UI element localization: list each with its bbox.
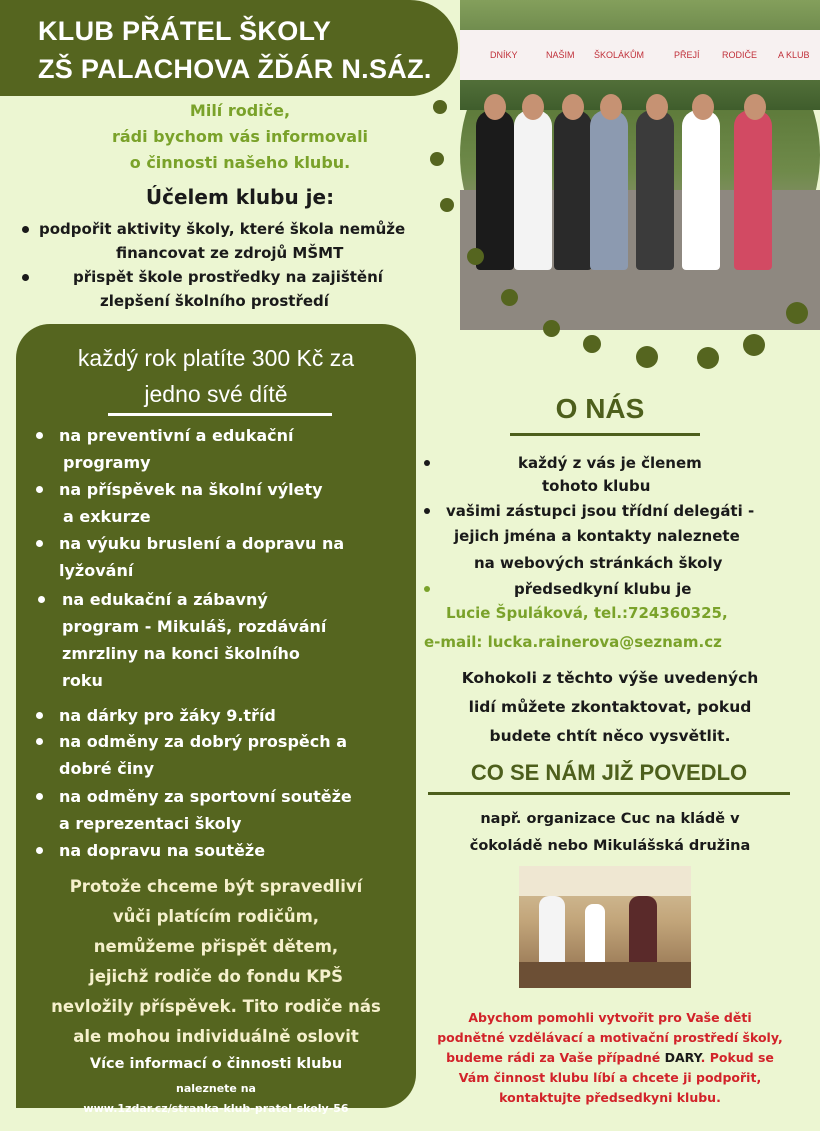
fee-item: na edukační a zábavný program - Mikuláš, rozdávání zmrzliny na konci školního roku	[36, 586, 406, 694]
chairwoman-email[interactable]: e-mail: lucka.rainerova@seznam.cz	[424, 633, 722, 651]
intro-line2: rádi bychom vás informovali	[111, 127, 369, 146]
about-item-2: vašimi zástupci jsou třídní delegáti -	[446, 502, 755, 520]
fee-panel-title: každý rok platíte 300 Kč za jedno své dítě	[77, 345, 355, 407]
about-item-1-cont: tohoto klubu	[542, 477, 651, 495]
fee-item: na výuku bruslení a dopravu na lyžování	[36, 530, 406, 584]
fee-item: na příspěvek na školní výlety a exkurze	[36, 476, 406, 530]
header-banner	[0, 0, 458, 96]
header-title-line2: ZŠ PALACHOVA ŽĎÁR N.SÁZ.	[38, 54, 432, 84]
bullet-icon	[36, 486, 43, 493]
find-text: naleznete na	[176, 1082, 256, 1095]
about-item-2-cont2: na webových stránkách školy	[474, 554, 723, 572]
bullet-icon	[36, 712, 43, 719]
achievements-text: např. organizace Cuc na kládě v čokoládě nebo Mikulášská družina	[469, 811, 751, 854]
about-divider	[510, 433, 700, 436]
fee-item: na dárky pro žáky 9.tříd	[36, 702, 406, 729]
bullet-icon	[36, 540, 43, 547]
fairness-note: Protože chceme být spravedliví vůči platícím rodičům, nemůžeme přispět dětem, jejichž rodiče do fondu KPŠ nevložily příspěvek. Tito rodiče nás ale mohou individuálně oslovit	[51, 877, 381, 1046]
panel-divider	[108, 413, 332, 416]
fee-item: na preventivní a edukační programy	[36, 422, 406, 476]
header-title-line1: KLUB PŘÁTEL ŠKOLY	[38, 16, 332, 46]
bullet-icon	[22, 226, 29, 233]
bullet-icon	[424, 460, 430, 466]
bullet-icon	[36, 432, 43, 439]
bullet-icon	[424, 586, 430, 592]
photo-banner: DNÍKY NAŠIM ŠKOLÁKŮM PŘEJÍ RODIČE A KLUB	[460, 30, 820, 80]
about-item-3: předsedkyní klubu je	[514, 580, 692, 598]
more-info-text: Více informací o činnosti klubu	[89, 1056, 343, 1072]
purpose-item-2-cont: zlepšení školního prostředí	[100, 292, 329, 310]
about-item-2-cont1: jejich jména a kontakty naleznete	[454, 527, 740, 545]
purpose-item-1-cont: financovat ze zdrojů MŠMT	[116, 244, 344, 262]
bullet-icon	[36, 793, 43, 800]
classroom-photo	[519, 866, 691, 988]
club-website-link[interactable]: www.1zdar.cz/stranka-klub-pratel-skoly-56	[83, 1102, 349, 1115]
bullet-icon	[22, 274, 29, 281]
purpose-title: Účelem klubu je:	[145, 185, 335, 209]
club-members-photo	[460, 0, 820, 320]
about-item-1: každý z vás je členem	[518, 454, 702, 472]
achievements-title: CO SE NÁM JIŽ POVEDLO	[470, 760, 748, 785]
donation-appeal: Abychom pomohli vytvořit pro Vaše děti podnětné vzdělávací a motivační prostředí školy, budeme rádi za Vaše případné DARY. Pokud se Vám činnost klubu líbí a chcete ji podpořit, kontaktujte předsedkyni klubu.	[437, 1010, 783, 1105]
fee-item: na dopravu na soutěže	[36, 837, 406, 864]
fee-panel	[16, 324, 416, 1115]
bullet-icon	[36, 847, 43, 854]
bullet-icon	[36, 738, 43, 745]
contact-note: Kohokoli z těchto výše uvedených lidí můžete zkontaktovat, pokud budete chtít něco vysvětlit.	[461, 669, 759, 745]
fee-item: na odměny za sportovní soutěže a reprezentaci školy	[36, 783, 406, 837]
purpose-item-2: přispět škole prostředky na zajištění	[22, 266, 442, 288]
about-title: O NÁS	[555, 393, 645, 424]
fee-item: na odměny za dobrý prospěch a dobré činy	[36, 728, 406, 782]
achievements-divider	[428, 792, 790, 795]
intro-line1: Milí rodiče,	[189, 101, 291, 120]
bullet-icon	[38, 596, 45, 603]
purpose-item-1: podpořit aktivity školy, které škola nemůže	[22, 218, 442, 240]
chairwoman-contact: Lucie Špuláková, tel.:724360325,	[446, 604, 728, 622]
bullet-icon	[424, 508, 430, 514]
intro-line3: o činnosti našeho klubu.	[129, 153, 351, 172]
